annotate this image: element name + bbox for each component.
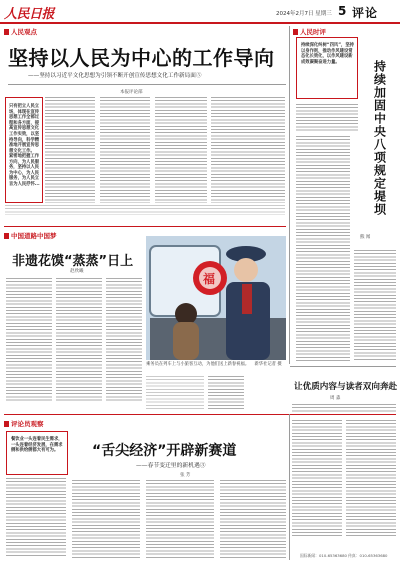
issue-date: 2024年2月7日 星期三 [276, 11, 332, 17]
photo-credit: 新华社记者 摄 [254, 362, 282, 367]
section-label-text: 评论员观察 [11, 420, 44, 428]
commentary-callout-text: 餐饮业一头连着民生需求，一头连着经济发展，在需求侧和供给侧都大有可为。 [11, 437, 63, 454]
divider-middle [4, 414, 396, 415]
feedback-body-col-2 [346, 420, 396, 538]
feedback-title: 让优质内容与读者双向奔赴 [294, 382, 398, 392]
photo-caption-text: 乘务员在列车上与小旅客互动，为他们送上新春祝福。 [146, 362, 250, 367]
right-vertical-title: 持续加固中央八项规定堤坝 [372, 60, 387, 216]
right-body-top [296, 104, 358, 132]
lead-body-bottom [5, 205, 285, 215]
masthead [0, 0, 400, 22]
page-number: 5 [338, 4, 347, 18]
right-body-col-2 [354, 250, 396, 361]
section-label-plgg [4, 419, 44, 428]
lead-body-col-4 [211, 97, 285, 203]
divider-lead-bottom [4, 226, 286, 227]
section-label-rmgd [4, 27, 37, 36]
steamed-title: 非遗花馍“蒸蒸”日上 [12, 254, 134, 269]
right-callout-box [296, 37, 358, 99]
tongue-body-col-3 [220, 480, 286, 558]
tongue-title: “舌尖经济”开辟新赛道 [92, 443, 237, 459]
section-label-rmsp [293, 27, 326, 36]
steamed-body-col-2 [56, 278, 102, 403]
right-byline: 熊 闻 [360, 235, 371, 240]
page-section-name: 评论 [352, 6, 379, 20]
right-col-divider [289, 26, 290, 364]
lead-body-col-3 [155, 97, 207, 203]
tongue-body-left [6, 478, 66, 558]
masthead-rule [0, 22, 400, 24]
section-label-text: 中国道路中国梦 [11, 232, 57, 240]
subtitle-rule [8, 84, 286, 85]
tongue-body-col-2 [146, 480, 214, 558]
lead-callout-box [5, 97, 43, 203]
section-label-text: 人民观点 [11, 28, 37, 36]
lead-body-col-2 [100, 97, 150, 203]
callout-text-2: 紧密地把握工作方向，为人民服务，坚持以人民为中心，为人民服务，为人民立言为人民抒怀... [9, 154, 40, 187]
steamed-body-col-1 [6, 278, 52, 403]
newspaper-logo: 人民日报 [4, 7, 55, 22]
bottom-right-divider [289, 414, 290, 560]
callout-text-1: 只有把立人民立场，体现在宣传思想工作全部过程和各方面，提高宣传思想文化工作实效，以坚持导向，科学精准地开展宣传思想文化工作。 [9, 104, 40, 154]
photo-side-text [146, 376, 204, 410]
tongue-body-col-1 [72, 480, 140, 558]
commentary-callout-box [6, 431, 68, 475]
page-footer: 国际新闻：010-65363680 传真：010-65363680 [300, 553, 388, 558]
right-body-col-1 [296, 136, 350, 361]
train-photo [146, 236, 286, 360]
photo-illustration [146, 236, 286, 360]
tongue-byline: 张 芳 [180, 473, 191, 478]
steamed-byline: 赵欣曦 [70, 269, 84, 274]
lead-subtitle: ——坚持以习近平文化思想为引领不断开创宣传思想文化工作新局面⑤ [28, 73, 202, 79]
feedback-body-col-1 [292, 420, 342, 538]
right-callout-text: 持续深化纠树“四风”，坚持以身作则，推动作风建设常态化长效化，以作风建设新成效凝聚奋进力量。 [301, 43, 354, 65]
section-label-zgdl [4, 231, 57, 240]
steamed-body-col-3 [106, 278, 142, 403]
svg-text:福: 福 [203, 272, 216, 286]
lead-byline: 本报评论部 [120, 90, 143, 95]
feedback-rule [290, 366, 396, 367]
feedback-byline: 周 淼 [330, 396, 341, 401]
feedback-body-top [292, 404, 396, 412]
section-label-text: 人民时评 [300, 28, 326, 36]
tongue-subtitle: ——春节变迁里的新机遇③ [136, 463, 206, 469]
steamed-body-col-4 [208, 376, 244, 410]
lead-title: 坚持以人民为中心的工作导向 [8, 46, 275, 70]
lead-body-col-1 [45, 97, 95, 203]
